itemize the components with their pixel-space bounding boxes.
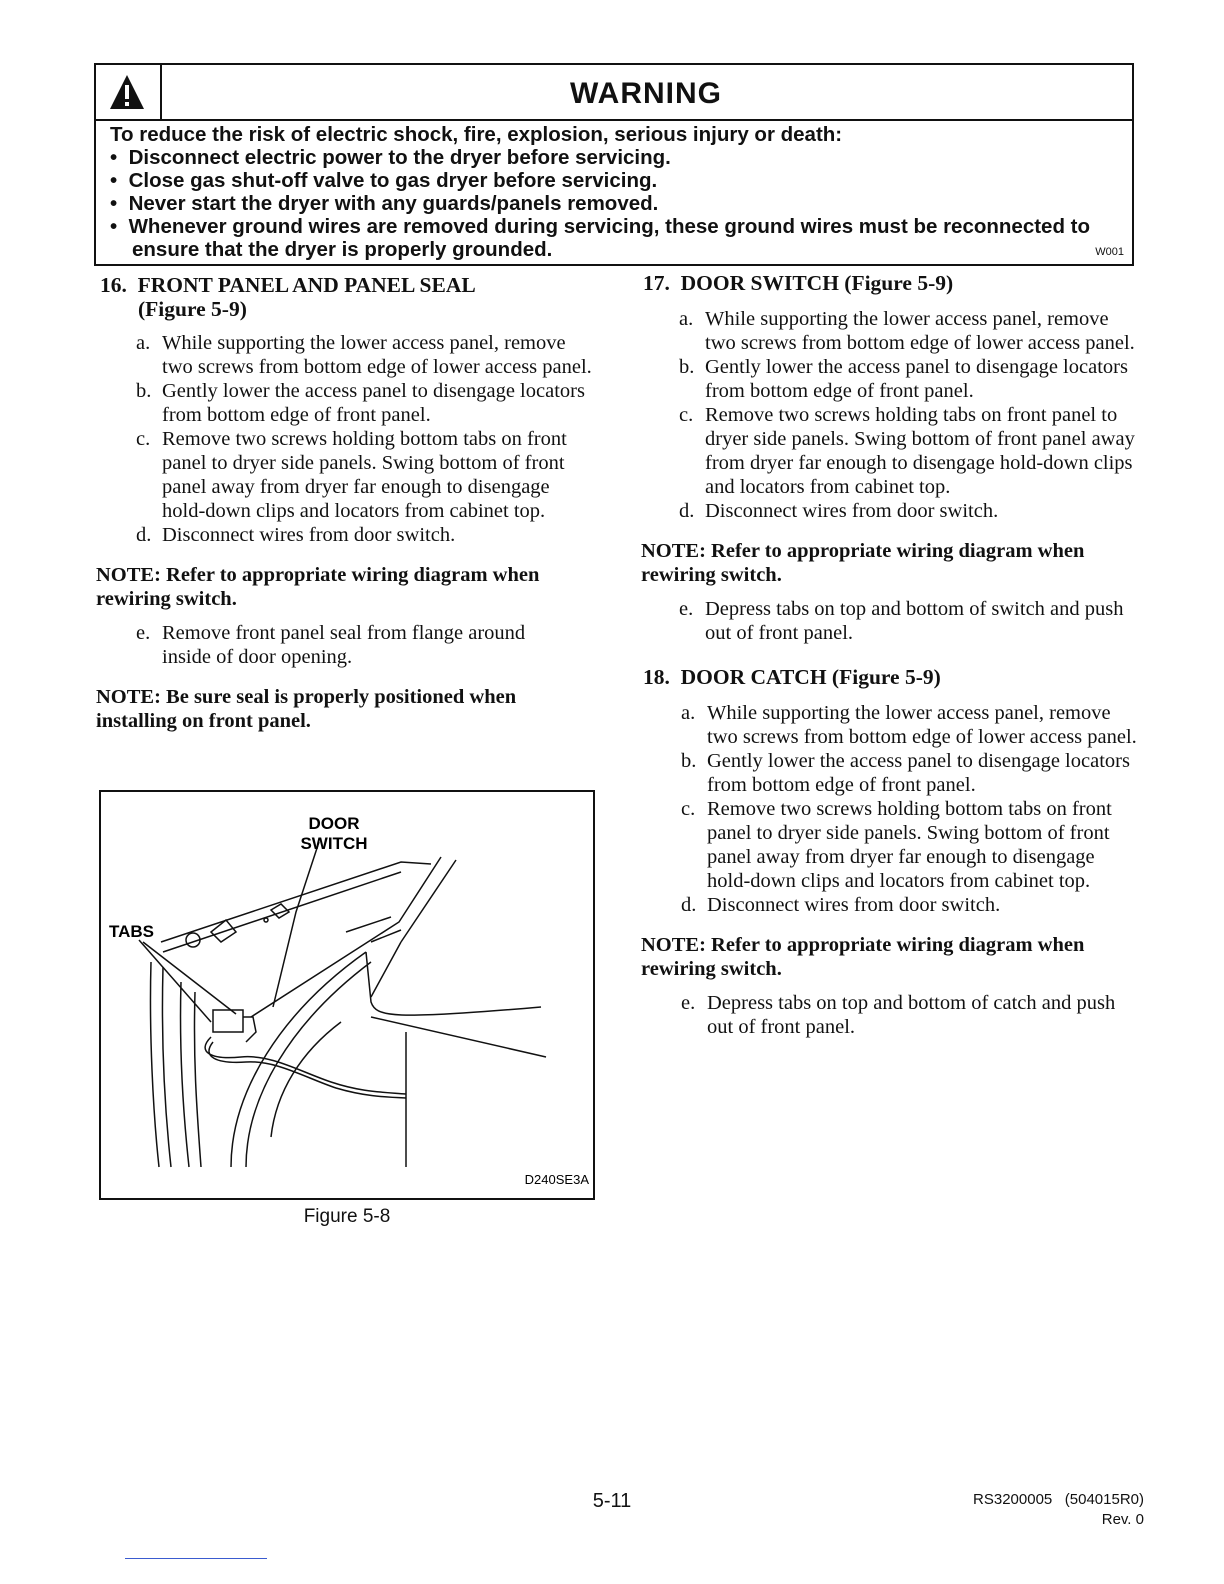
- section-18-steps: [681, 701, 1138, 917]
- warning-body: [110, 123, 1122, 261]
- section-16-steps: [136, 331, 595, 547]
- section-16-note-1: NOTE: Refer to appropriate wiring diagram when rewiring switch.: [96, 564, 540, 610]
- step-item: d. Disconnect wires from door switch.: [136, 524, 456, 546]
- section-17: [643, 271, 1138, 1039]
- figure-label-door: DOOR: [308, 814, 360, 833]
- figure-label-switch: SWITCH: [300, 834, 368, 853]
- step-item: b. Gently lower the access panel to disengage locators from bottom edge of front panel.: [681, 750, 1130, 796]
- section-17-step-e: [679, 597, 1129, 645]
- figure-drawing: [101, 792, 593, 1198]
- warning-box: [94, 63, 1134, 266]
- step-item: b. Gently lower the access panel to disengage locators from bottom edge of front panel.: [136, 380, 585, 426]
- step-item: e. Remove front panel seal from flange around inside of door opening.: [136, 622, 526, 668]
- figure-label-tabs: TABS: [109, 922, 155, 941]
- step-item: d. Disconnect wires from door switch.: [681, 894, 1001, 916]
- section-17-steps: [679, 307, 1138, 523]
- step-item: c. Remove two screws holding tabs on front panel to dryer side panels. Swing bottom of front panel away from dryer far enough to disengage hold-down clips and locators from cabinet top.: [679, 404, 1135, 498]
- warning-header: [96, 65, 1132, 121]
- warning-triangle-icon: [96, 65, 162, 119]
- step-item: a. While supporting the lower access panel, remove two screws from bottom edge of lower access panel.: [681, 702, 1137, 748]
- section-18-step-e: [681, 991, 1141, 1039]
- section-18-heading: 18. DOOR CATCH (Figure 5-9): [643, 665, 941, 689]
- section-16-note-2: NOTE: Be sure seal is properly positioned when installing on front panel.: [96, 686, 517, 732]
- warning-lead: To reduce the risk of electric shock, fire, explosion, serious injury or death:: [110, 123, 843, 146]
- doc-number: RS3200005 (504015R0): [973, 1491, 1144, 1508]
- revision: Rev. 0: [1101, 1511, 1144, 1528]
- section-16-figure-ref: (Figure 5-9): [138, 297, 247, 321]
- warning-bullet: • Close gas shut-off valve to gas dryer before servicing.: [110, 169, 658, 192]
- divider: [125, 1558, 267, 1559]
- warning-bullet: • Disconnect electric power to the dryer before servicing.: [110, 146, 671, 169]
- step-item: a. While supporting the lower access panel, remove two screws from bottom edge of lower access panel.: [136, 332, 592, 378]
- warning-code: W001: [1095, 246, 1124, 258]
- warning-bullet: • Whenever ground wires are removed during servicing, these ground wires must be reconnected to ensure that the dryer is properly grounded.: [110, 215, 1091, 261]
- section-17-heading: 17. DOOR SWITCH (Figure 5-9): [643, 271, 954, 295]
- step-item: b. Gently lower the access panel to disengage locators from bottom edge of front panel.: [679, 356, 1128, 402]
- step-item: e. Depress tabs on top and bottom of switch and push out of front panel.: [679, 598, 1124, 644]
- page-number: 5-11: [592, 1490, 632, 1512]
- step-item: e. Depress tabs on top and bottom of catch and push out of front panel.: [681, 992, 1116, 1038]
- figure-caption: Figure 5-8: [303, 1206, 391, 1227]
- section-16: [96, 273, 595, 733]
- warning-bullet: • Never start the dryer with any guards/panels removed.: [110, 192, 659, 215]
- step-item: c. Remove two screws holding bottom tabs on front panel to dryer side panels. Swing bottom of front panel away from dryer far enough to disengage hold-down clips and locators from cabinet top.: [136, 428, 567, 522]
- warning-title: WARNING: [570, 77, 722, 110]
- figure-5-8: [99, 790, 595, 1200]
- section-17-note: NOTE: Refer to appropriate wiring diagram when rewiring switch.: [641, 540, 1085, 586]
- step-item: a. While supporting the lower access panel, remove two screws from bottom edge of lower access panel.: [679, 308, 1135, 354]
- section-18-note: NOTE: Refer to appropriate wiring diagram when rewiring switch.: [641, 934, 1085, 980]
- document-id: [973, 1490, 1144, 1530]
- step-item: d. Disconnect wires from door switch.: [679, 500, 999, 522]
- step-item: c. Remove two screws holding bottom tabs on front panel to dryer side panels. Swing bottom of front panel away from dryer far enough to disengage hold-down clips and locators from cabinet top.: [681, 798, 1112, 892]
- section-16-heading: 16. FRONT PANEL AND PANEL SEAL: [100, 273, 476, 297]
- section-16-step-e: [136, 621, 556, 669]
- figure-drawing-code: D240SE3A: [524, 1172, 589, 1187]
